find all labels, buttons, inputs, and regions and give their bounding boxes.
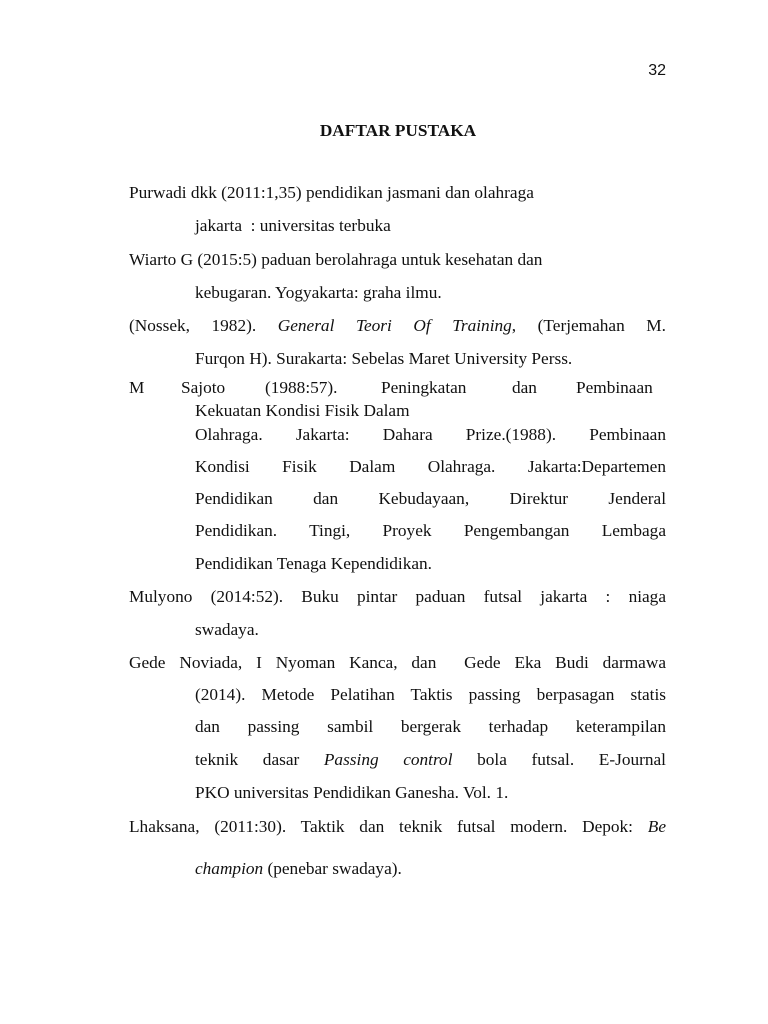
reference-6-line-4-start: teknik dasar	[195, 750, 300, 769]
reference-4-word-5: dan	[512, 378, 537, 397]
reference-7-publisher-italic-cont: champion	[195, 859, 264, 878]
page-number: 32	[648, 62, 666, 79]
reference-4-line-6: Pendidikan. Tingi, Proyek Pengembangan Lembaga	[195, 521, 666, 540]
reference-4-word-2: Sajoto	[181, 378, 226, 397]
reference-6-line-4-end: bola futsal. E-Journal	[477, 750, 666, 769]
page-title: DAFTAR PUSTAKA	[319, 121, 477, 140]
reference-6-line-5: PKO universitas Pendidikan Ganesha. Vol. 1.	[195, 783, 509, 802]
reference-4-line-1	[129, 378, 666, 398]
reference-7-line-1-text: Lhaksana, (2011:30). Taktik dan teknik futsal modern. Depok:	[129, 817, 633, 836]
reference-4-word-4: Peningkatan	[381, 378, 467, 397]
reference-6-line-4	[195, 750, 666, 770]
reference-3-book-title: General Teori Of Training	[277, 316, 512, 335]
reference-4-line-2: Kekuatan Kondisi Fisik Dalam	[195, 401, 410, 420]
reference-1-line-1: Purwadi dkk (2011:1,35) pendidikan jasmani dan olahraga	[129, 183, 534, 202]
reference-4-line-7: Pendidikan Tenaga Kependidikan.	[195, 554, 432, 573]
reference-6-italic-term: Passing control	[323, 750, 453, 769]
reference-1-line-2: jakarta : universitas terbuka	[195, 216, 391, 235]
reference-5-line-2: swadaya.	[195, 620, 259, 639]
reference-5-line-1: Mulyono (2014:52). Buku pintar paduan futsal jakarta : niaga	[129, 587, 666, 606]
reference-2-line-1: Wiarto G (2015:5) paduan berolahraga untuk kesehatan dan	[129, 250, 543, 269]
reference-4-line-3: Olahraga. Jakarta: Dahara Prize.(1988). Pembinaan	[195, 425, 666, 444]
reference-7-line-1	[129, 817, 666, 837]
reference-6-line-3: dan passing sambil bergerak terhadap keterampilan	[195, 717, 666, 736]
reference-3-translator: , (Terjemahan M.	[511, 316, 666, 335]
reference-4-word-1: M	[129, 378, 145, 397]
reference-4-word-6: Pembinaan	[576, 378, 653, 397]
reference-3-line-2: Furqon H). Surakarta: Sebelas Maret University Perss.	[195, 349, 573, 368]
reference-3-author: (Nossek, 1982).	[129, 316, 257, 335]
reference-6-line-1: Gede Noviada, I Nyoman Kanca, dan Gede Eka Budi darmawa	[129, 653, 666, 672]
reference-2-line-2: kebugaran. Yogyakarta: graha ilmu.	[195, 283, 442, 302]
reference-4-word-3: (1988:57).	[265, 378, 338, 397]
reference-4-line-4: Kondisi Fisik Dalam Olahraga. Jakarta:Departemen	[195, 457, 666, 476]
reference-7-line-2	[195, 859, 402, 879]
reference-7-publisher-italic: Be	[647, 817, 666, 836]
reference-7-line-2-end: (penebar swadaya).	[267, 859, 402, 878]
reference-3-line-1	[129, 316, 666, 336]
reference-6-line-2: (2014). Metode Pelatihan Taktis passing berpasagan statis	[195, 685, 666, 704]
reference-4-line-5: Pendidikan dan Kebudayaan, Direktur Jenderal	[195, 489, 666, 508]
